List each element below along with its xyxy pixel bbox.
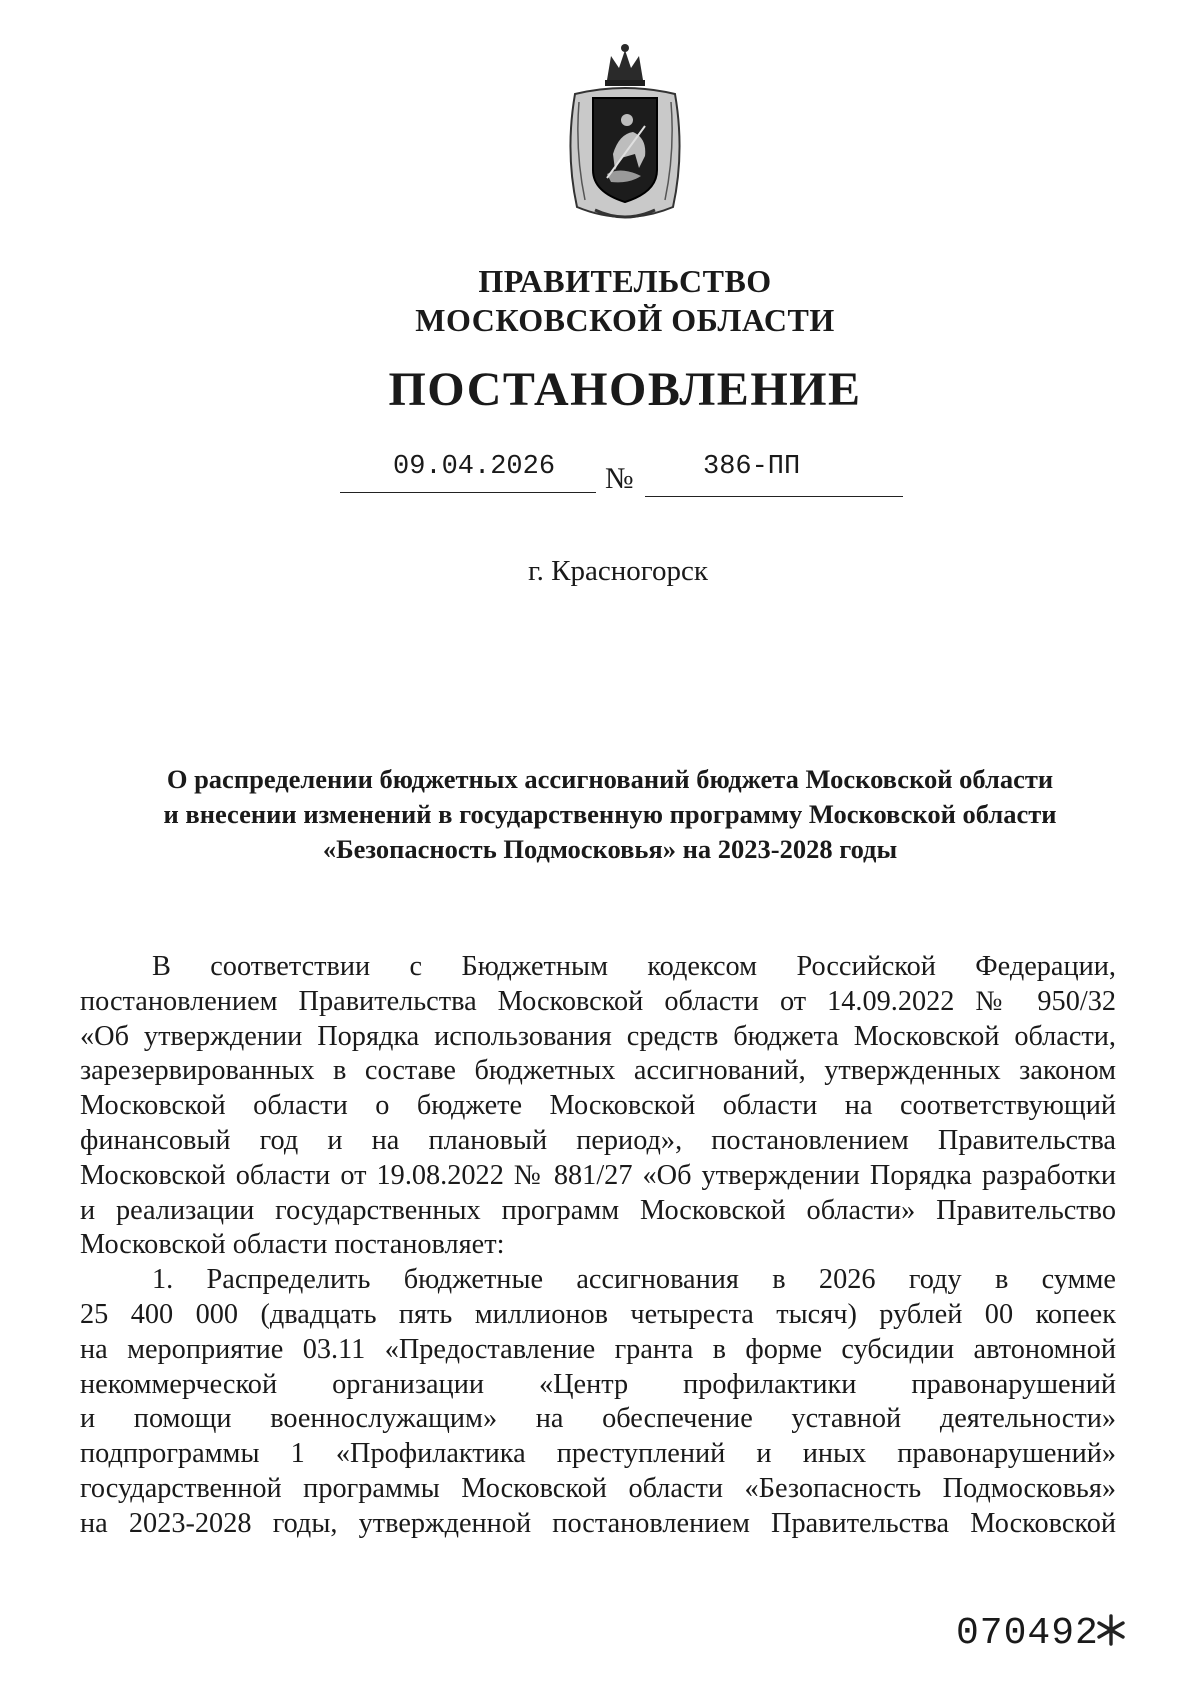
document-title (110, 762, 1110, 867)
body-line: «Об утверждении Порядка использования средств бюджета Московской области, (80, 1020, 1116, 1052)
body-line: Московской области от 19.08.2022 № 881/27 «Об утверждении Порядка разработки (80, 1159, 1116, 1191)
body-line: и помощи военнослужащим» на обеспечение уставной деятельности» (80, 1403, 1116, 1435)
document-number: 386-ПП (703, 452, 801, 482)
city-location: г. Красногорск (528, 555, 708, 587)
title-line-2: и внесении изменений в государственную программу Московской области (163, 799, 1057, 829)
coat-of-arms-emblem (555, 42, 695, 227)
number-sign: № (605, 462, 634, 495)
document-body (80, 950, 1116, 1542)
body-line: на мероприятие 03.11 «Предоставление гранта в форме субсидии автономной (80, 1333, 1116, 1365)
body-line: 1. Распределить бюджетные ассигнования в 2026 году в сумме (152, 1264, 1116, 1296)
asterisk-icon (1094, 1613, 1128, 1647)
body-line: на 2023-2028 годы, утвержденной постановлением Правительства Московской (80, 1507, 1116, 1539)
title-line-1: О распределении бюджетных ассигнований бюджета Московской области (166, 764, 1054, 794)
body-line: финансовый год и на плановый период», постановлением Правительства (80, 1124, 1116, 1156)
date-underline (340, 492, 596, 493)
authority-line-2: МОСКОВСКОЙ ОБЛАСТИ (415, 302, 835, 338)
body-line: зарезервированных в составе бюджетных ассигнований, утвержденных законом (80, 1055, 1116, 1087)
body-line: Московской области о бюджете Московской области на соответствующий (80, 1090, 1116, 1122)
body-line: государственной программы Московской области «Безопасность Подмосковья» (80, 1472, 1116, 1504)
body-line: 25 400 000 (двадцать пять миллионов четыреста тысяч) рублей 00 копеек (80, 1298, 1116, 1330)
body-line: и реализации государственных программ Московской области» Правительство (80, 1194, 1116, 1226)
number-underline (645, 496, 903, 497)
title-line-3: «Безопасность Подмосковья» на 2023-2028 годы (322, 834, 898, 864)
body-line: Московской области постановляет: (80, 1229, 505, 1261)
body-line: подпрограммы 1 «Профилактика преступлений и иных правонарушений» (80, 1438, 1116, 1470)
authority-line-1: ПРАВИТЕЛЬСТВО (478, 263, 772, 299)
serial-stamp-number: 070492 (956, 1612, 1099, 1655)
body-line: постановлением Правительства Московской области от 14.09.2022 № 950/32 (80, 985, 1116, 1017)
document-type-heading: ПОСТАНОВЛЕНИЕ (388, 363, 862, 416)
body-line: некоммерческой организации «Центр профилактики правонарушений (80, 1368, 1116, 1400)
body-line: В соответствии с Бюджетным кодексом Российской Федерации, (152, 951, 1116, 982)
document-date: 09.04.2026 (393, 452, 556, 482)
